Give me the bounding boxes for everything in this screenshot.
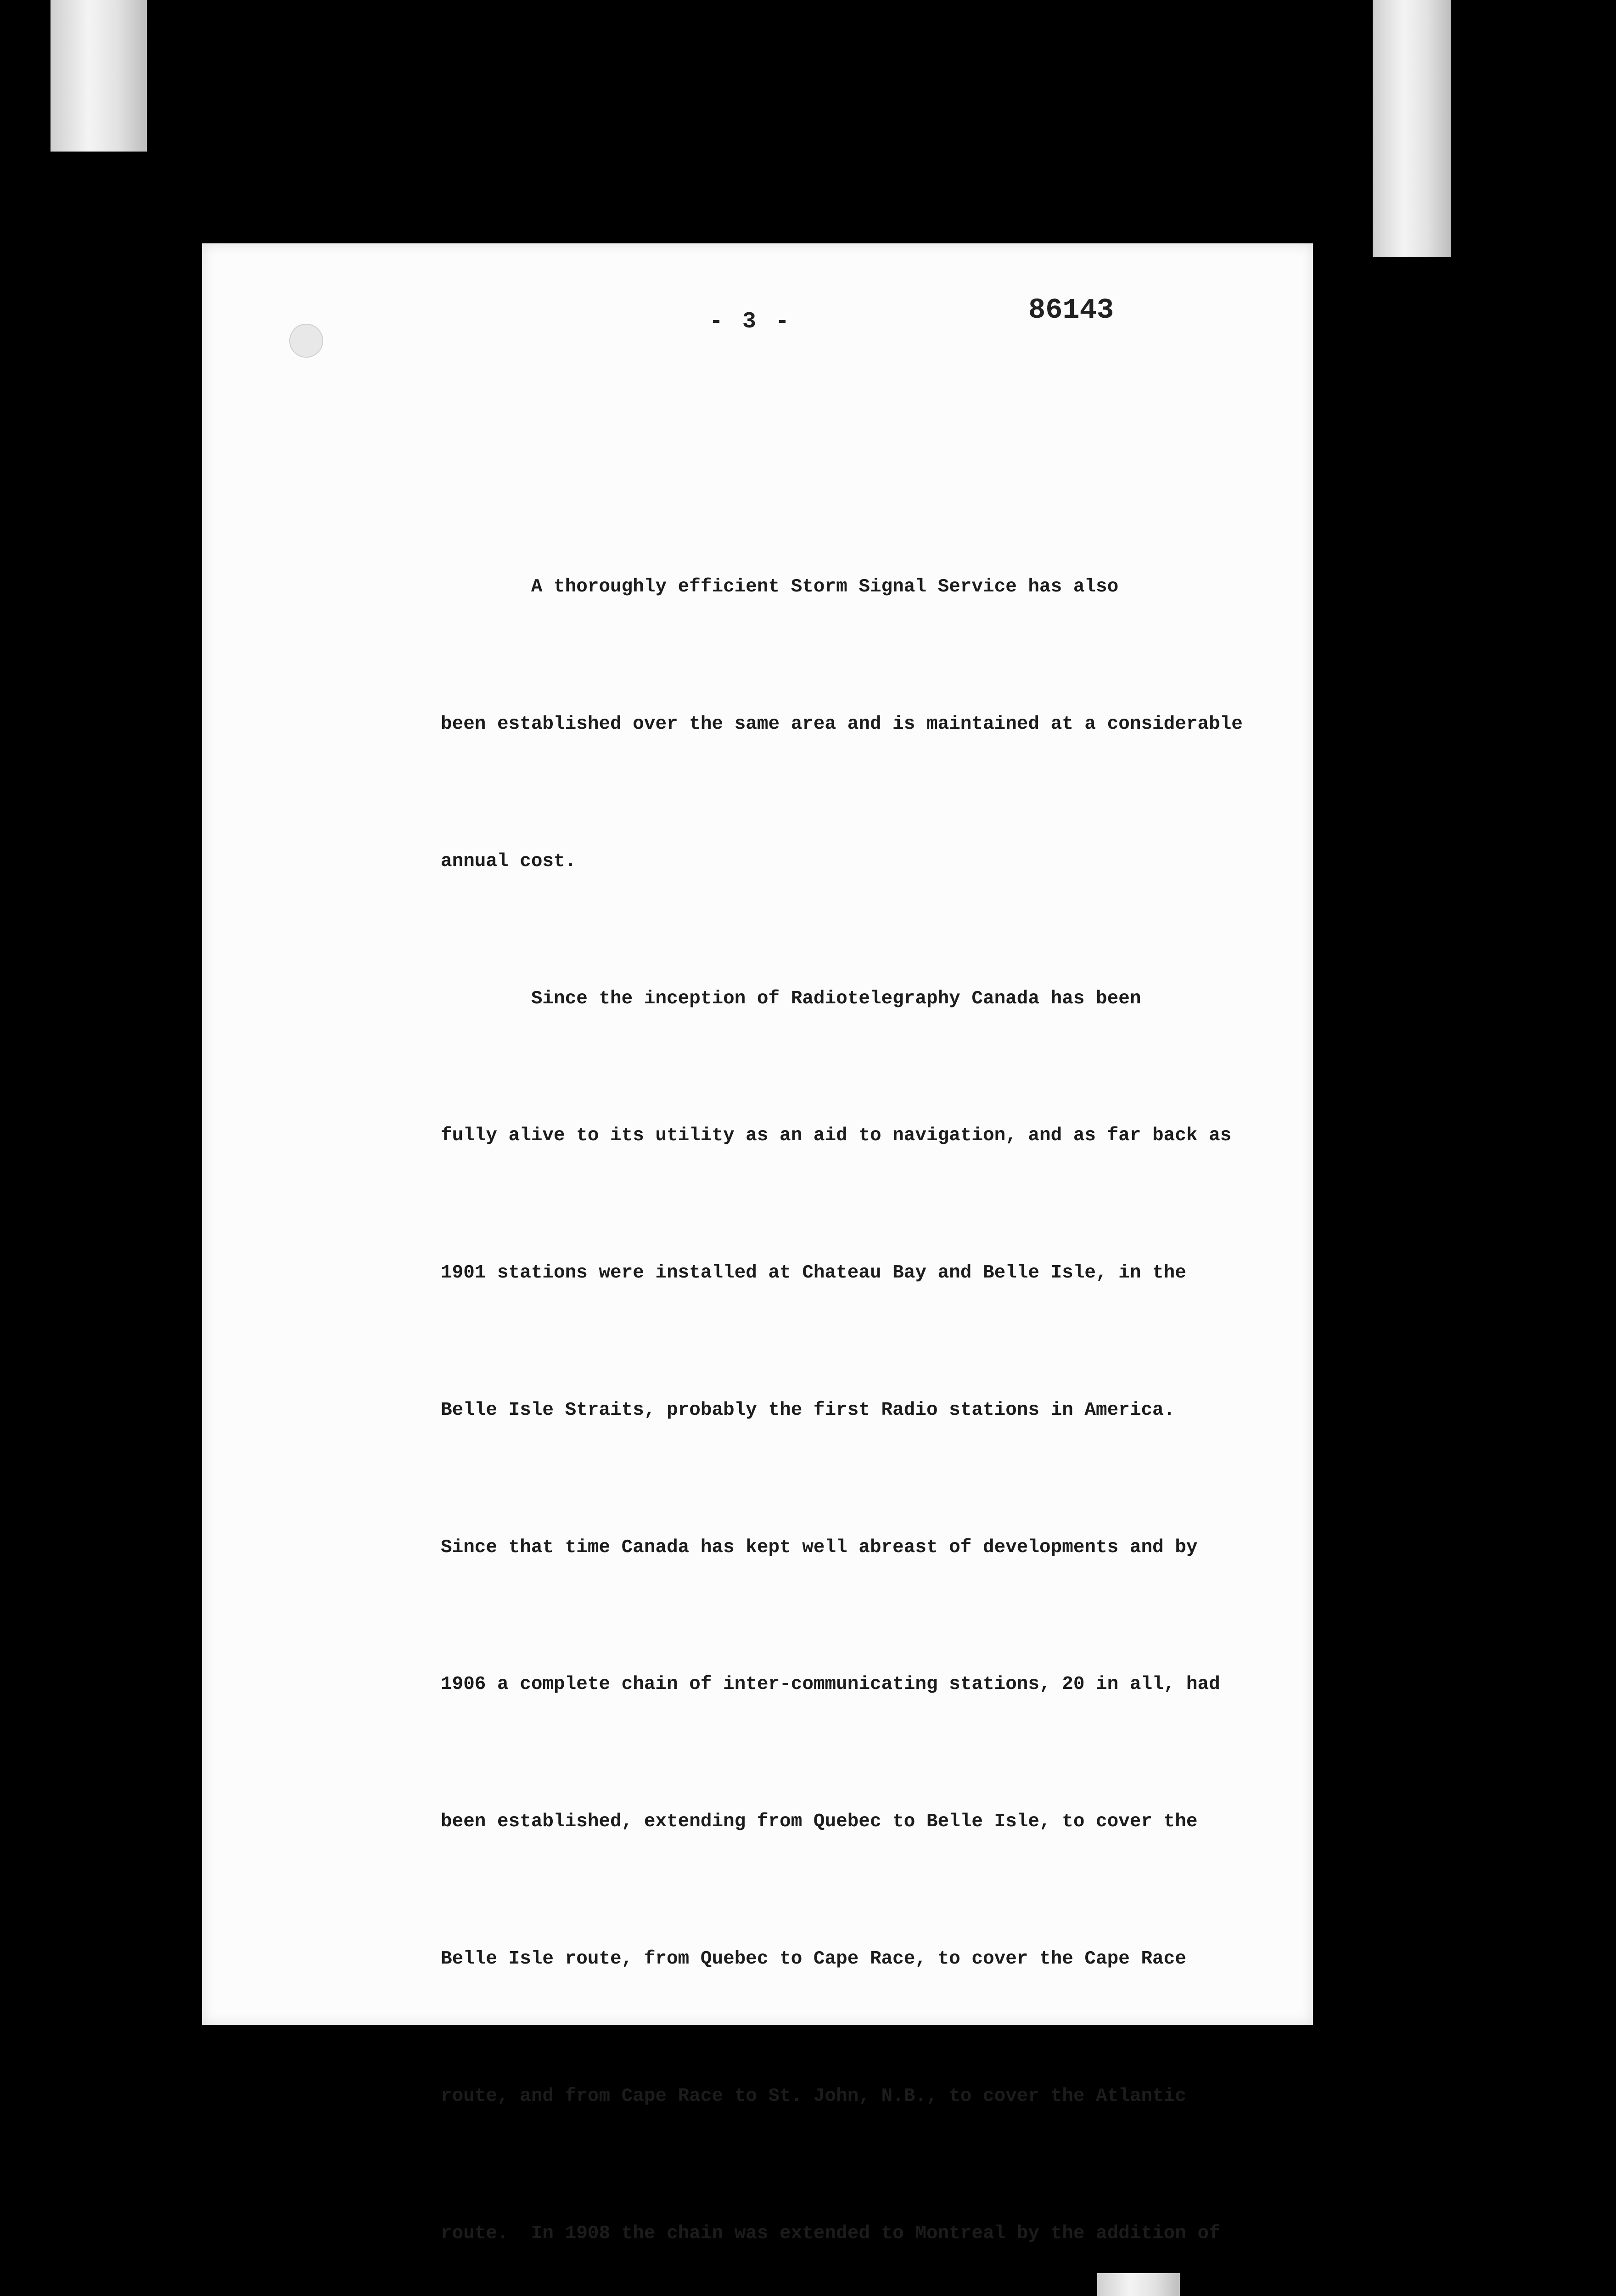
punch-hole (289, 324, 323, 358)
text-line: Since that time Canada has kept well abreast of developments and by (441, 1536, 1198, 1558)
text-line: A thoroughly efficient Storm Signal Service has also (441, 576, 1119, 598)
text-line: Belle Isle route, from Quebec to Cape Race, to cover the Cape Race (441, 1948, 1186, 1970)
text-line: been established, extending from Quebec to Belle Isle, to cover the (441, 1811, 1198, 1833)
text-line: Since the inception of Radiotelegraphy Canada has been (441, 988, 1141, 1009)
film-tape-top-left (50, 0, 147, 152)
page-number: - 3 - (709, 309, 792, 335)
text-line: 1906 a complete chain of inter-communicating stations, 20 in all, had (441, 1674, 1220, 1695)
text-line: route, and from Cape Race to St. John, N.B., to cover the Atlantic (441, 2085, 1186, 2107)
text-line: route. In 1908 the chain was extended to Montreal by the addition of (441, 2223, 1220, 2244)
document-body (441, 473, 1304, 2296)
text-line: Belle Isle Straits, probably the first Radio stations in America. (441, 1399, 1175, 1421)
text-line: 1901 stations were installed at Chateau Bay and Belle Isle, in the (441, 1262, 1186, 1284)
text-line: annual cost. (441, 850, 577, 872)
film-tape-top-right (1373, 0, 1451, 257)
document-number: 86143 (1028, 294, 1114, 326)
text-line: been established over the same area and is maintained at a considerable (441, 713, 1243, 735)
text-line: fully alive to its utility as an aid to navigation, and as far back as (441, 1125, 1232, 1147)
